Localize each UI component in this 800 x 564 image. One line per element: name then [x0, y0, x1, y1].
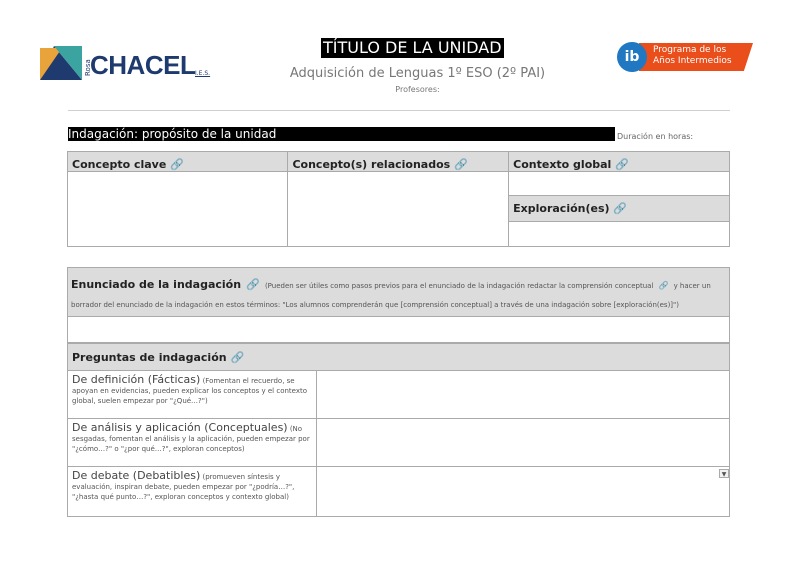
related-concepts-label: Concepto(s) relacionados	[292, 158, 451, 171]
key-concept-label: Concepto clave	[72, 158, 167, 171]
related-concepts-cell[interactable]	[288, 172, 509, 247]
school-logo-mark-icon	[40, 46, 82, 80]
inquiry-statement-table	[67, 267, 730, 343]
inquiry-questions-header	[68, 344, 730, 371]
section-title[interactable]: Indagación: propósito de la unidad	[68, 127, 615, 141]
logo-small-text: Rosa	[84, 59, 92, 76]
concepts-table	[67, 151, 730, 247]
link-icon[interactable]: 🔗	[658, 281, 669, 290]
factual-questions-label	[68, 371, 317, 419]
link-icon[interactable]: 🔗	[454, 158, 468, 171]
logo-suffix: I.E.S.	[195, 70, 211, 77]
ib-logo-line2: Años Intermedios	[653, 56, 732, 66]
conceptual-questions-cell[interactable]	[317, 419, 730, 467]
school-logo	[40, 46, 215, 86]
conceptual-questions-detail: (No sesgadas, fomentan el análisis y la aplicación, pueden empezar por "¿cómo…?" o "¿por qué…?", exploran conceptos)	[72, 425, 310, 453]
debatable-questions-label	[68, 467, 317, 517]
debatable-questions-detail: (promueven síntesis y evaluación, inspiran debate, pueden empezar por "¿podría…?", "¿hasta qué punto…?", exploran conceptos y contexto global)	[72, 473, 295, 501]
inquiry-statement-note-a: (Pueden ser útiles como pasos previos para el enunciado de la indagación redactar la comprensión conceptual	[264, 282, 654, 290]
header-divider	[68, 110, 730, 111]
factual-questions-title: De definición (Fácticas)	[72, 373, 201, 386]
inquiry-statement-note-b: y hacer un borrador del enunciado de la indagación en estos términos: "Los alumnos comprenderán que [comprensión conceptual] a través de una indagación sobre [exploración(es)]")	[71, 282, 711, 309]
teachers-label[interactable]: Profesores:	[395, 85, 440, 94]
link-icon[interactable]: 🔗	[615, 158, 629, 171]
ib-logo	[617, 42, 757, 72]
global-context-label: Contexto global	[513, 158, 612, 171]
key-concept-cell[interactable]	[68, 172, 288, 247]
ib-logo-mark: ib	[617, 42, 647, 72]
inquiry-statement-header	[68, 268, 730, 317]
link-icon[interactable]: 🔗	[613, 202, 628, 215]
factual-questions-cell[interactable]	[317, 371, 730, 419]
explorations-header	[509, 196, 730, 222]
inquiry-statement-cell[interactable]	[68, 317, 730, 343]
ib-logo-text	[653, 45, 732, 67]
logo-brand-text: CHACEL	[90, 50, 196, 80]
global-context-header	[509, 152, 730, 172]
debatable-questions-cell[interactable]	[317, 467, 730, 517]
link-icon[interactable]: 🔗	[246, 278, 260, 291]
link-icon[interactable]: 🔗	[170, 158, 184, 171]
inquiry-statement-title: Enunciado de la indagación	[71, 278, 242, 291]
debatable-questions-title: De debate (Debatibles)	[72, 469, 201, 482]
link-icon[interactable]: 🔗	[230, 351, 245, 364]
conceptual-questions-label	[68, 419, 317, 467]
duration-label[interactable]: Duración en horas:	[617, 132, 694, 141]
explorations-cell[interactable]	[509, 222, 730, 247]
key-concept-header	[68, 152, 288, 172]
inquiry-questions-table	[67, 343, 730, 517]
inquiry-questions-title: Preguntas de indagación	[72, 351, 227, 364]
unit-subtitle[interactable]: Adquisición de Lenguas 1º ESO (2º PAI)	[289, 66, 546, 81]
factual-questions-detail: (Fomentan el recuerdo, se apoyan en evidencias, pueden explicar los conceptos y el contexto global, suelen empezar por "¿Qué…?")	[72, 377, 308, 405]
ib-logo-line1: Programa de los	[653, 45, 727, 55]
unit-title[interactable]: TÍTULO DE LA UNIDAD	[323, 38, 502, 57]
conceptual-questions-title: De análisis y aplicación (Conceptuales)	[72, 421, 288, 434]
global-context-cell[interactable]	[509, 172, 730, 196]
dropdown-arrow-icon[interactable]: ▼	[719, 469, 729, 478]
explorations-label: Exploración(es)	[513, 202, 610, 215]
related-concepts-header	[288, 152, 509, 172]
